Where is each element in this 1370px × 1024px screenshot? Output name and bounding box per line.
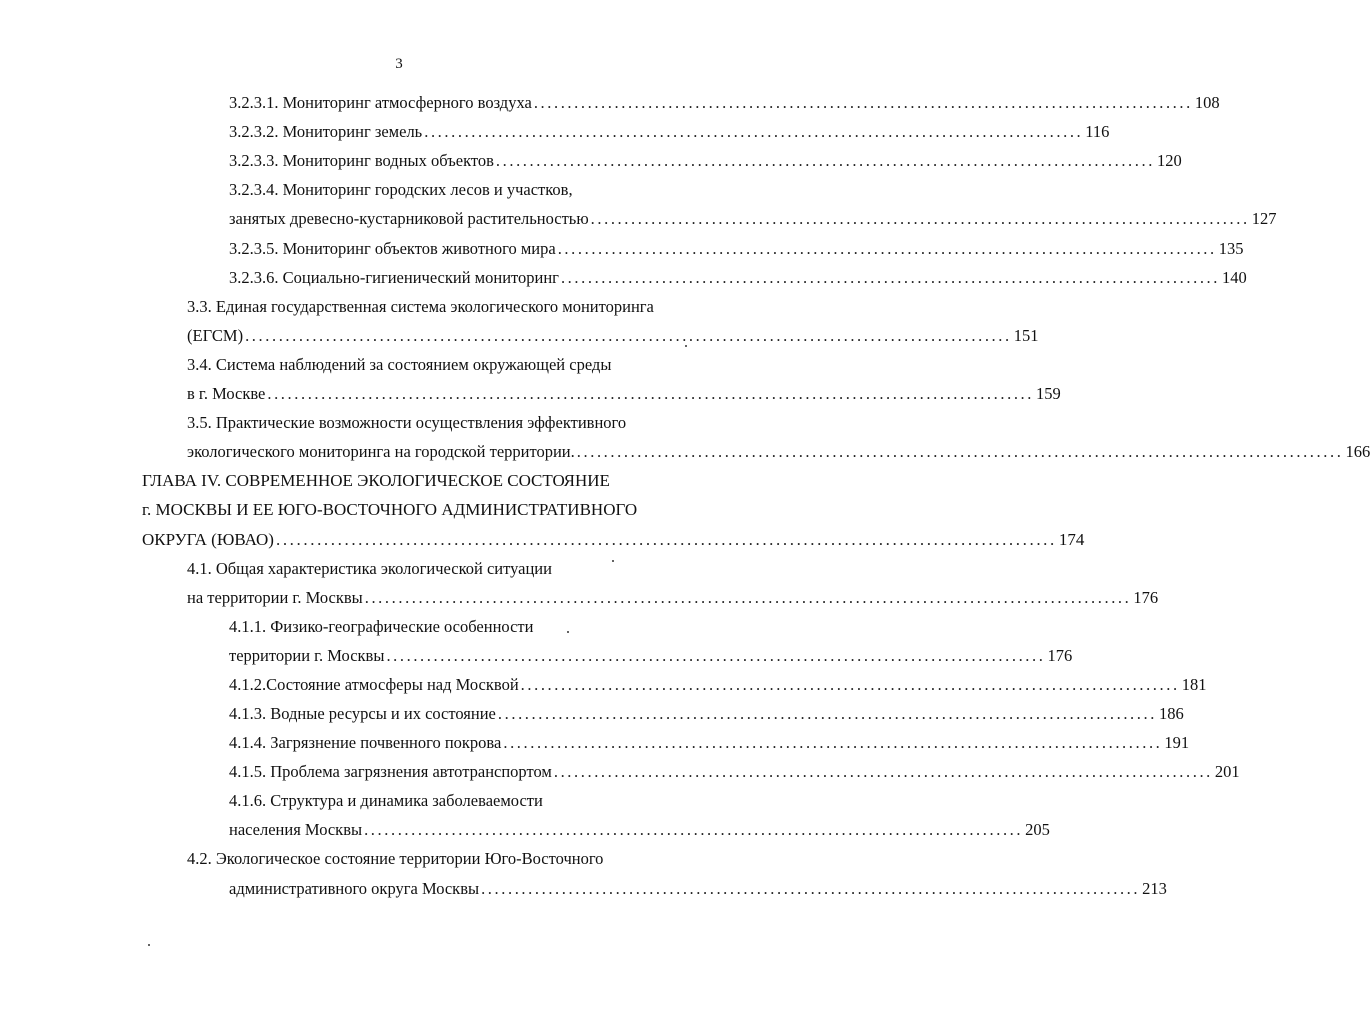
toc-entry-3-2-3-4-line1: [229, 177, 699, 203]
toc-entry-text: 3.2.3.6. Социально-гигиенический мониторинг: [229, 268, 559, 287]
dot-leader: ..................................................................................................: [533, 93, 1193, 112]
dot-leader: ..................................................................................................: [557, 239, 1217, 258]
dot-leader: ..................................................................................................: [364, 820, 1024, 839]
dot-leader: ..................................................................................................................: [267, 384, 1035, 403]
toc-entry-4-1-line2: [187, 585, 1159, 611]
toc-entry-3-2-3-1: [229, 90, 1220, 116]
toc-entry-4-1-2: [229, 672, 1207, 698]
toc-entry-page: 176: [1047, 646, 1073, 665]
toc-entry-text: 3.2.3.2. Мониторинг земель: [229, 122, 423, 141]
toc-entry-text: ОКРУГА (ЮВАО): [142, 530, 274, 549]
toc-entry-3-3-line2: [187, 323, 1039, 349]
toc-entry-3-2-3-3: [229, 148, 1182, 174]
toc-entry-4-1-6-line1: [229, 788, 629, 814]
toc-entry-text: г. МОСКВЫ И ЕЕ ЮГО-ВОСТОЧНОГО АДМИНИСТРАТИВНОГО: [142, 500, 638, 519]
toc-entry-page: 186: [1158, 704, 1184, 723]
toc-entry-3-2-3-5: [229, 236, 1244, 262]
page-number: 3: [395, 56, 403, 72]
toc-entry-text: ГЛАВА IV. СОВРЕМЕННОЕ ЭКОЛОГИЧЕСКОЕ СОСТОЯНИЕ: [142, 471, 610, 490]
toc-entry-text: в г. Москве: [187, 384, 266, 403]
toc-entry-text: 3.2.3.5. Мониторинг объектов животного мира: [229, 239, 556, 258]
toc-entry-page: 205: [1025, 820, 1050, 839]
toc-entry-4-2-line1: [187, 846, 707, 872]
toc-entry-text: 3.2.3.4. Мониторинг городских лесов и участков,: [229, 180, 573, 199]
toc-chapter-4-line2: [142, 497, 702, 523]
toc-entry-text: занятых древесно-кустарниковой растительностью: [229, 209, 589, 228]
dot-leader: ..................................................................................................................: [275, 530, 1057, 549]
toc-entry-page: 116: [1085, 122, 1110, 141]
toc-entry-3-2-3-6: [229, 265, 1247, 291]
toc-entry-text: населения Москвы: [229, 820, 363, 839]
toc-entry-3-5-line2: [187, 439, 1370, 465]
scan-speck: [567, 631, 569, 633]
toc-entry-3-4-line2: [187, 381, 1061, 407]
toc-entry-text: территории г. Москвы: [229, 646, 385, 665]
dot-leader: ..................................................................................................................: [364, 588, 1132, 607]
toc-entry-3-2-3-4-line2: [229, 206, 1277, 232]
dot-leader: ..................................................................................................: [560, 268, 1221, 287]
toc-entry-page: 120: [1156, 151, 1182, 170]
toc-entry-page: 181: [1181, 675, 1207, 694]
dot-leader: ..................................................................................................: [590, 209, 1250, 228]
toc-entry-page: 176: [1133, 588, 1159, 607]
toc-entry-text: 4.1.4. Загрязнение почвенного покрова: [229, 733, 502, 752]
toc-entry-page: 191: [1164, 733, 1190, 752]
dot-leader: ..................................................................................................................: [245, 326, 1012, 345]
toc-entry-page: 140: [1222, 268, 1247, 287]
toc-chapter-4-line1: [142, 468, 682, 494]
toc-entry-page: 159: [1036, 384, 1061, 403]
toc-entry-3-5-line1: [187, 410, 687, 436]
toc-entry-4-2-line2: [229, 876, 1167, 902]
toc-entry-text: 3.2.3.1. Мониторинг атмосферного воздуха: [229, 93, 532, 112]
dot-leader: ..................................................................................................................: [576, 442, 1344, 461]
toc-entry-text: 3.4. Система наблюдений за состоянием окружающей среды: [187, 355, 612, 374]
dot-leader: ..................................................................................................: [481, 879, 1141, 898]
toc-entry-text: 3.3. Единая государственная система экологического мониторинга: [187, 297, 654, 316]
toc-entry-page: 201: [1214, 762, 1240, 781]
toc-entry-text: 3.5. Практические возможности осуществления эффективного: [187, 413, 627, 432]
toc-entry-4-1-5: [229, 759, 1240, 785]
toc-entry-page: 108: [1194, 93, 1220, 112]
toc-entry-text: на территории г. Москвы: [187, 588, 363, 607]
dot-leader: ..................................................................................................: [386, 646, 1046, 665]
toc-entry-text: 4.2. Экологическое состояние территории Юго-Восточного: [187, 849, 604, 868]
toc-chapter-4-line3: [142, 527, 1085, 553]
scan-speck: [612, 560, 614, 562]
toc-entry-text: административного округа Москвы: [229, 879, 480, 898]
toc-entry-4-1-1-line1: [229, 614, 629, 640]
toc-entry-page: 213: [1142, 879, 1167, 898]
toc-entry-page: 166: [1345, 442, 1370, 461]
scan-speck: [148, 944, 150, 946]
scan-speck: [685, 345, 687, 347]
toc-entry-4-1-6-line2: [229, 817, 1050, 843]
toc-entry-text: 4.1.1. Физико-географические особенности: [229, 617, 534, 636]
toc-entry-4-1-3: [229, 701, 1184, 727]
toc-entry-page: 127: [1251, 209, 1277, 228]
toc-entry-4-1-1-line2: [229, 643, 1073, 669]
toc-entry-3-2-3-2: [229, 119, 1110, 145]
toc-entry-3-4-line1: [187, 352, 687, 378]
toc-entry-text: 4.1.2.Состояние атмосферы над Москвой: [229, 675, 519, 694]
toc-entry-text: 4.1.6. Структура и динамика заболеваемости: [229, 791, 543, 810]
dot-leader: ..................................................................................................: [520, 675, 1180, 694]
dot-leader: ..................................................................................................: [424, 122, 1084, 141]
dot-leader: ..................................................................................................: [495, 151, 1155, 170]
toc-entry-text: 4.1. Общая характеристика экологической ситуации: [187, 559, 552, 578]
dot-leader: ..................................................................................................: [497, 704, 1157, 723]
toc-entry-page: 151: [1013, 326, 1039, 345]
toc-entry-text: 4.1.3. Водные ресурсы и их состояние: [229, 704, 496, 723]
toc-entry-3-3-line1: [187, 294, 707, 320]
dot-leader: ..................................................................................................: [503, 733, 1163, 752]
toc-entry-text: экологического мониторинга на городской территории.: [187, 442, 575, 461]
toc-entry-page: 135: [1218, 239, 1244, 258]
toc-entry-page: 174: [1058, 530, 1085, 549]
toc-entry-4-1-4: [229, 730, 1190, 756]
toc-entry-text: 3.2.3.3. Мониторинг водных объектов: [229, 151, 494, 170]
toc-entry-text: 4.1.5. Проблема загрязнения автотранспортом: [229, 762, 552, 781]
toc-entry-text: (ЕГСМ): [187, 326, 244, 345]
dot-leader: ..................................................................................................: [553, 762, 1213, 781]
